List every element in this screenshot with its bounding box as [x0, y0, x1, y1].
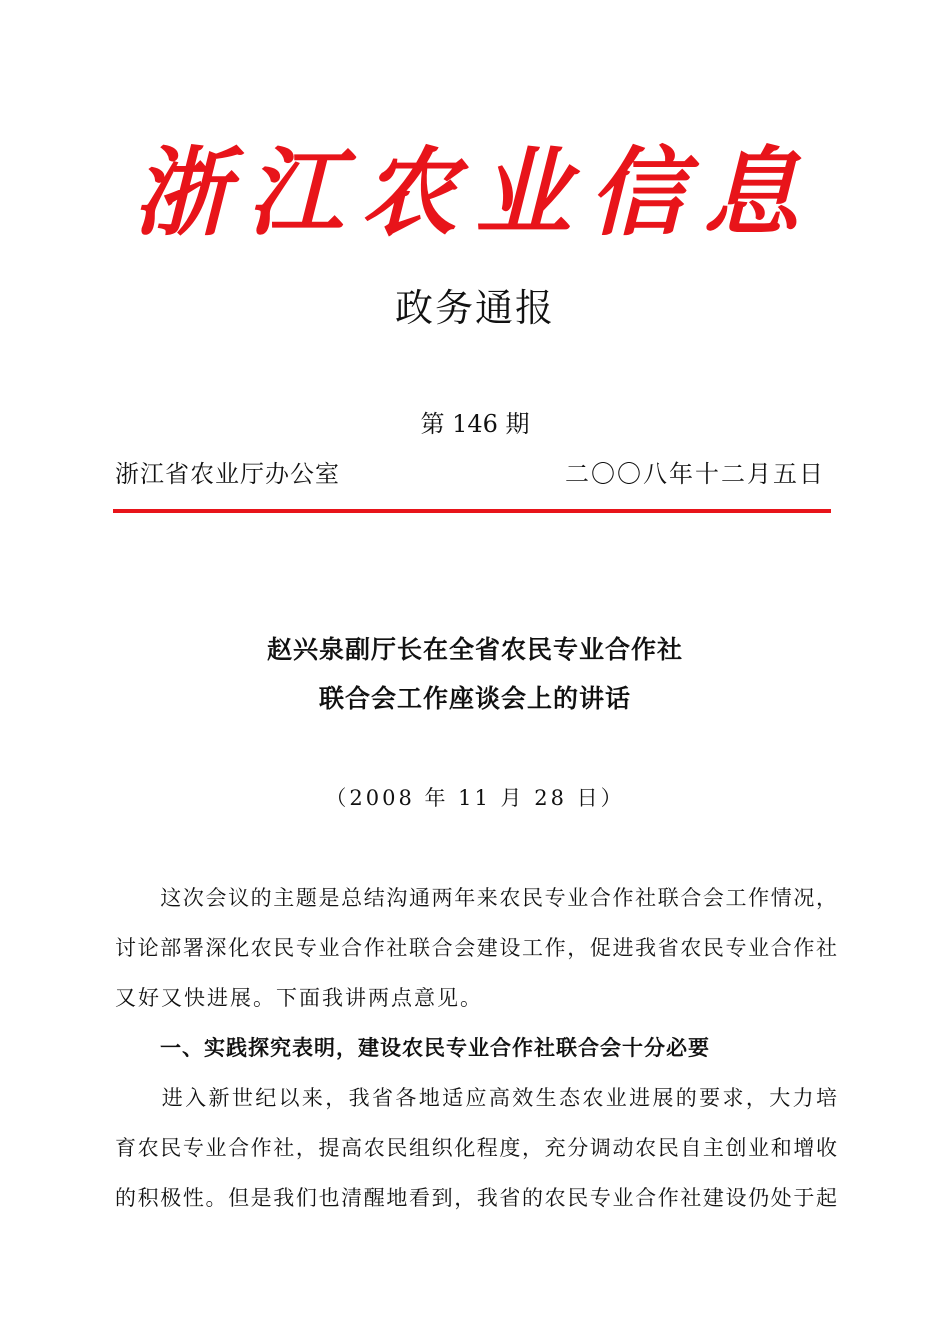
paragraph-line: 的积极性。但是我们也清醒地看到，我省的农民专业合作社建设仍处于起: [115, 1186, 837, 1210]
masthead-title: 浙江农业信息: [133, 137, 817, 249]
issue-date: 二〇〇八年十二月五日: [565, 460, 825, 488]
masthead-subtitle: 政务通报: [394, 286, 555, 330]
speech-date: （2008 年 11 月 28 日）: [325, 786, 625, 810]
paragraph-line: 又好又快进展。下面我讲两点意见。: [115, 986, 483, 1010]
article-title-line-1: 赵兴泉副厅长在全省农民专业合作社: [266, 635, 683, 664]
paragraph-line: 育农民专业合作社，提高农民组织化程度，充分调动农民自主创业和增收: [115, 1136, 837, 1160]
paragraph-line: 进入新世纪以来，我省各地适应高效生态农业进展的要求，大力培: [115, 1086, 837, 1110]
issue-number: 第 146 期: [420, 410, 530, 438]
article-title-line-2: 联合会工作座谈会上的讲话: [318, 684, 631, 713]
masthead-divider: [113, 509, 831, 513]
paragraph-line: 这次会议的主题是总结沟通两年来农民专业合作社联合会工作情况，: [115, 886, 837, 910]
issuing-office: 浙江省农业厅办公室: [115, 460, 340, 488]
paragraph-line: 讨论部署深化农民专业合作社联合会建设工作，促进我省农民专业合作社: [115, 936, 837, 960]
section-heading: 一、实践探究表明，建设农民专业合作社联合会十分必要: [160, 1035, 710, 1060]
